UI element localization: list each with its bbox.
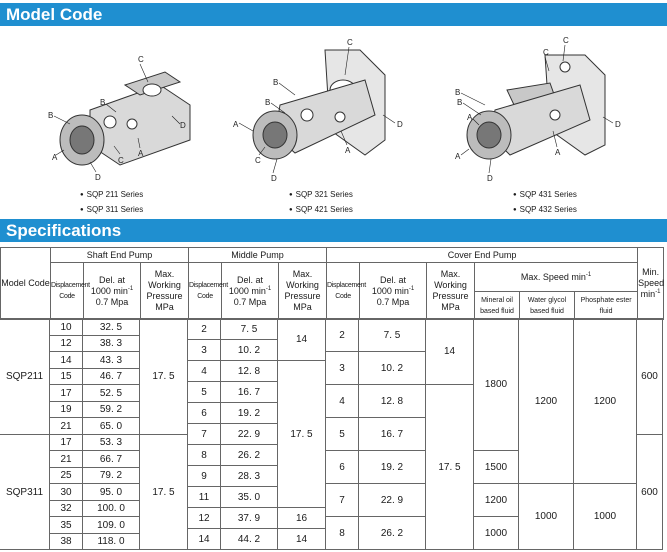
middle-delivery-header: Del. at 1000 $\min^{-1}$ 0.7 Mpa [222,263,279,320]
middle-delivery-value: 22. 9 [220,423,278,445]
middle-delivery-value: 37. 9 [220,507,278,529]
middle-pressure-value: 17. 5 [277,360,326,508]
shaft-delivery-value: 79. 2 [82,467,140,484]
shaft-displacement-code: 21 [49,417,83,435]
caption-sqp321: ● SQP 321 Series [289,188,353,203]
pump-1-captions [80,188,143,218]
mineral-oil-speed: 1000 [473,516,519,550]
middle-delivery-value: 35. 0 [220,486,278,508]
min-speed-value: 600 [636,318,663,435]
shaft-delivery-value: 53. 3 [82,434,140,451]
port-label-c: C [138,55,144,64]
port-label-a3: A [455,152,461,161]
port-label-d2: D [95,173,101,182]
min-speed-header: Min. Speed $\min^{-1}$ [638,248,664,320]
shaft-displacement-code: 14 [49,351,83,369]
port-label-c2: C [118,156,124,165]
middle-displacement-code: 11 [187,486,221,508]
shaft-end-pump-header: Shaft End Pump [51,248,189,263]
model-code-value: SQP211 [0,318,50,435]
port-label-b: B [48,111,54,120]
cover-displacement-code: 6 [325,450,359,484]
cover-delivery-value: 16. 7 [358,417,426,451]
port-label-a: A [138,149,144,158]
port-label-a: A [233,120,239,129]
cover-delivery-value: 22. 9 [358,483,426,517]
cover-pressure-value: 17. 5 [425,384,474,550]
shaft-delivery-value: 100. 0 [82,500,140,517]
port-label-b2: B [457,98,463,107]
middle-delivery-value: 16. 7 [220,381,278,403]
port-label-d2: D [271,174,277,183]
port-label-d: D [397,120,403,129]
middle-displacement-code-header: Displacement Code [189,263,222,320]
mineral-oil-speed: 1800 [473,318,519,451]
shaft-pressure-value: 17. 5 [139,318,188,435]
port-label-a2: A [555,148,561,157]
shaft-delivery-value: 66. 7 [82,450,140,468]
port-label-c2: C [255,156,261,165]
middle-displacement-code: 8 [187,444,221,466]
water-glycol-header: Water glycol based fluid [520,292,575,320]
shaft-displacement-code: 21 [49,450,83,468]
shaft-delivery-value: 43. 3 [82,351,140,369]
shaft-displacement-code: 15 [49,368,83,385]
phosphate-ester-speed: 1200 [573,318,637,484]
caption-sqp311: ● SQP 311 Series [80,203,143,218]
pump-diagram-sqp431-432 [445,35,635,185]
middle-displacement-code: 14 [187,528,221,550]
cover-displacement-code: 5 [325,417,359,451]
port-label-c2: C [543,48,549,57]
middle-pressure-value: 14 [277,318,326,361]
cover-displacement-code: 7 [325,483,359,517]
port-label-b2: B [265,98,271,107]
water-glycol-speed: 1000 [518,483,574,550]
pump-diagram-sqp211-311 [40,50,210,185]
cover-delivery-value: 12. 8 [358,384,426,418]
caption-sqp421: ● SQP 421 Series [289,203,353,218]
middle-displacement-code: 6 [187,402,221,424]
cover-pressure-header: Max. Working Pressure MPa [427,263,475,320]
middle-delivery-value: 44. 2 [220,528,278,550]
port-label-d: D [615,120,621,129]
port-label-c: C [347,38,353,47]
shaft-displacement-code: 32 [49,500,83,517]
middle-delivery-value: 26. 2 [220,444,278,466]
model-code-value: SQP311 [0,434,50,550]
middle-displacement-code: 3 [187,339,221,361]
shaft-displacement-code: 30 [49,483,83,501]
shaft-displacement-code: 17 [49,434,83,451]
cover-delivery-value: 19. 2 [358,450,426,484]
middle-delivery-value: 7. 5 [220,318,278,340]
shaft-displacement-code: 35 [49,516,83,534]
model-code-col: Model Code [1,248,51,320]
pump-2-captions [289,188,353,218]
shaft-pressure-value: 17. 5 [139,434,188,550]
pump-diagram-sqp321-421 [225,35,415,185]
model-code-header: Model Code [0,3,667,26]
cover-displacement-code: 3 [325,351,359,385]
port-label-b2: B [100,98,106,107]
shaft-delivery-value: 52. 5 [82,384,140,402]
pump-body [60,72,190,165]
shaft-delivery-value: 95. 0 [82,483,140,501]
middle-pressure-value: 14 [277,528,326,550]
port-label-d2: D [487,174,493,183]
cover-delivery-value: 7. 5 [358,318,426,352]
middle-delivery-value: 28. 3 [220,465,278,487]
middle-displacement-code: 9 [187,465,221,487]
cover-pressure-value: 14 [425,318,474,385]
port-label-a2: A [345,146,351,155]
shaft-delivery-value: 109. 0 [82,516,140,534]
mineral-oil-speed: 1500 [473,450,519,484]
cover-displacement-code: 8 [325,516,359,550]
shaft-pressure-header: Max. Working Pressure MPa [141,263,189,320]
cover-displacement-code: 2 [325,318,359,352]
shaft-displacement-code: 17 [49,384,83,402]
shaft-displacement-code-header: Displacement Code [51,263,84,320]
shaft-displacement-code: 10 [49,318,83,336]
cover-delivery-value: 26. 2 [358,516,426,550]
shaft-delivery-value: 32. 5 [82,318,140,336]
middle-displacement-code: 12 [187,507,221,529]
specifications-header: Specifications [0,219,667,242]
port-label-a2: A [52,153,58,162]
shaft-displacement-code: 25 [49,467,83,484]
shaft-delivery-value: 46. 7 [82,368,140,385]
middle-displacement-code: 5 [187,381,221,403]
caption-sqp431: ● SQP 431 Series [513,188,577,203]
cover-delivery-value: 10. 2 [358,351,426,385]
shaft-displacement-code: 12 [49,335,83,352]
middle-displacement-code: 7 [187,423,221,445]
middle-displacement-code: 4 [187,360,221,382]
cover-displacement-code-header: Displacement Code [327,263,360,320]
max-speed-header: Max. Speed $\min^{-1}$ [475,263,638,292]
middle-displacement-code: 2 [187,318,221,340]
specifications-table [0,247,664,320]
port-label-c: C [563,36,569,45]
shaft-delivery-value: 59. 2 [82,401,140,418]
phosphate-ester-speed: 1000 [573,483,637,550]
caption-sqp211: ● SQP 211 Series [80,188,143,203]
middle-pressure-header: Max. Working Pressure MPa [279,263,327,320]
cover-end-pump-header: Cover End Pump [327,248,638,263]
middle-delivery-value: 12. 8 [220,360,278,382]
min-speed-value: 600 [636,434,663,550]
water-glycol-speed: 1200 [518,318,574,484]
specifications-table-body [0,319,664,550]
shaft-delivery-value: 38. 3 [82,335,140,352]
mineral-oil-header: Mineral oil based fluid [475,292,520,320]
middle-delivery-value: 19. 2 [220,402,278,424]
middle-pressure-value: 16 [277,507,326,529]
middle-delivery-value: 10. 2 [220,339,278,361]
phosphate-ester-header: Phosphate ester fluid [575,292,638,320]
pump-body [467,55,605,159]
port-label-d: D [180,121,186,130]
cover-displacement-code: 4 [325,384,359,418]
port-label-a: A [467,113,473,122]
pump-3-captions [513,188,577,218]
shaft-delivery-header: Del. at 1000 $\min^{-1}$ 0.7 Mpa [84,263,141,320]
caption-sqp432: ● SQP 432 Series [513,203,577,218]
shaft-delivery-value: 118. 0 [82,533,140,550]
shaft-displacement-code: 19 [49,401,83,418]
shaft-displacement-code: 38 [49,533,83,550]
cover-delivery-header: Del. at 1000 $\min^{-1}$ 0.7 Mpa [360,263,427,320]
port-label-b: B [455,88,461,97]
mineral-oil-speed: 1200 [473,483,519,517]
shaft-delivery-value: 65. 0 [82,417,140,435]
middle-pump-header: Middle Pump [189,248,327,263]
port-label-b: B [273,78,279,87]
